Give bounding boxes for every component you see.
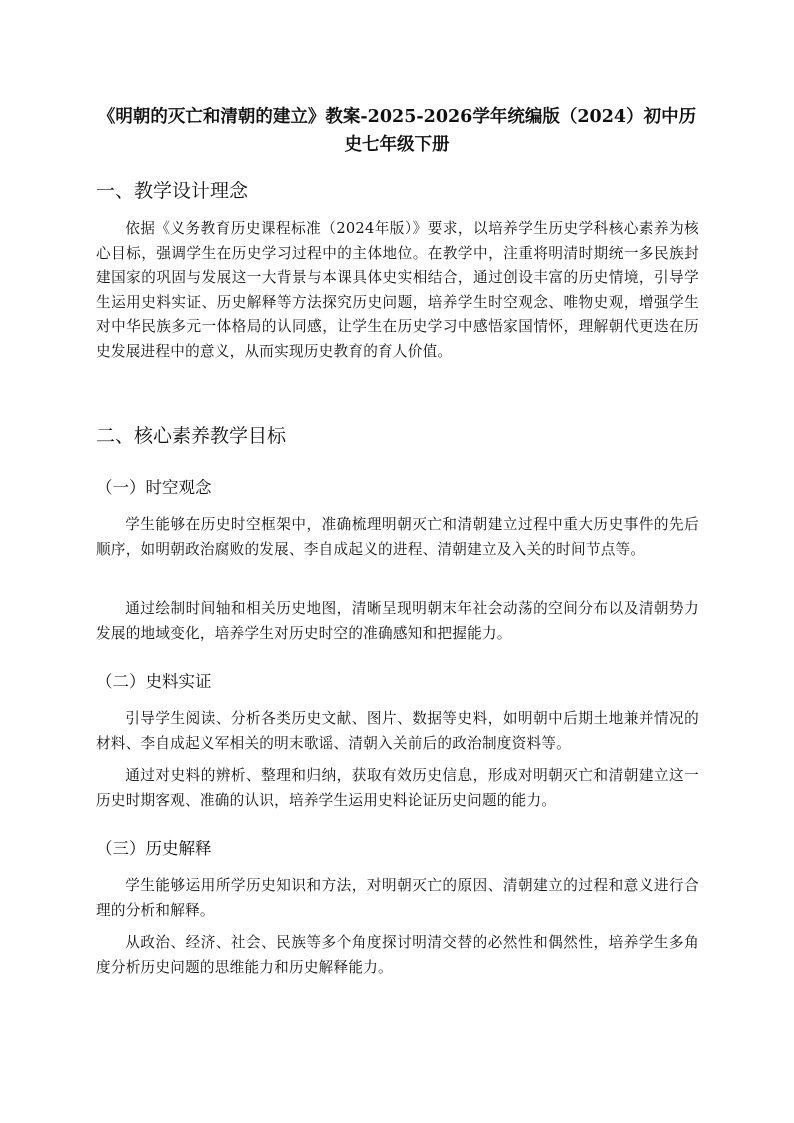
document-title: 《明朝的灭亡和清朝的建立》教案-2025-2026学年统编版（2024）初中历史七年级下册 — [97, 107, 697, 155]
subsection-heading-interpretation: （三）历史解释 — [96, 839, 212, 858]
section-heading-design-concept: 一、教学设计理念 — [96, 180, 249, 202]
paragraph-design-concept: 依据《义务教育历史课程标准（2024年版）》要求，以培养学生历史学科核心素养为核心目标，强调学生在历史学习过程中的主体地位。在教学中，注重将明清时期统一多民族封建国家的巩固与发展这一大背景与本课具体史实相结合，通过创设丰富的历史情境，引导学生运用史料实证、历史解释等方法探究历史问题，培养学生时空观念、唯物史观，增强学生对中华民族多元一体格局的认同感，让学生在历史学习中感悟家国情怀，理解朝代更迭在历史发展进程中的意义，从而实现历史教育的育人价值。 — [96, 220, 699, 360]
paragraph-evidence-1: 引导学生阅读、分析各类历史文献、图片、数据等史料，如明朝中后期土地兼并情况的材料、李自成起义军相关的明末歌谣、清朝入关前后的政治制度资料等。 — [96, 710, 699, 752]
paragraph-interpretation-1: 学生能够运用所学历史知识和方法，对明朝灭亡的原因、清朝建立的过程和意义进行合理的分析和解释。 — [96, 877, 699, 919]
paragraph-evidence-2: 通过对史料的辨析、整理和归纳，获取有效历史信息，形成对明朝灭亡和清朝建立这一历史时期客观、准确的认识，培养学生运用史料论证历史问题的能力。 — [96, 767, 699, 809]
paragraph-spacetime-2: 通过绘制时间轴和相关历史地图，清晰呈现明朝末年社会动荡的空间分布以及清朝势力发展的地域变化，培养学生对历史时空的准确感知和把握能力。 — [96, 600, 699, 642]
section-heading-teaching-goals: 二、核心素养教学目标 — [96, 425, 287, 447]
paragraph-spacetime-1: 学生能够在历史时空框架中，准确梳理明朝灭亡和清朝建立过程中重大历史事件的先后顺序，如明朝政治腐败的发展、李自成起义的进程、清朝建立及入关的时间节点等。 — [96, 516, 699, 558]
paragraph-interpretation-2: 从政治、经济、社会、民族等多个角度探讨明清交替的必然性和偶然性，培养学生多角度分析历史问题的思维能力和历史解释能力。 — [96, 934, 699, 976]
subsection-heading-spacetime: （一）时空观念 — [96, 478, 212, 497]
subsection-heading-evidence: （二）史料实证 — [96, 672, 212, 691]
